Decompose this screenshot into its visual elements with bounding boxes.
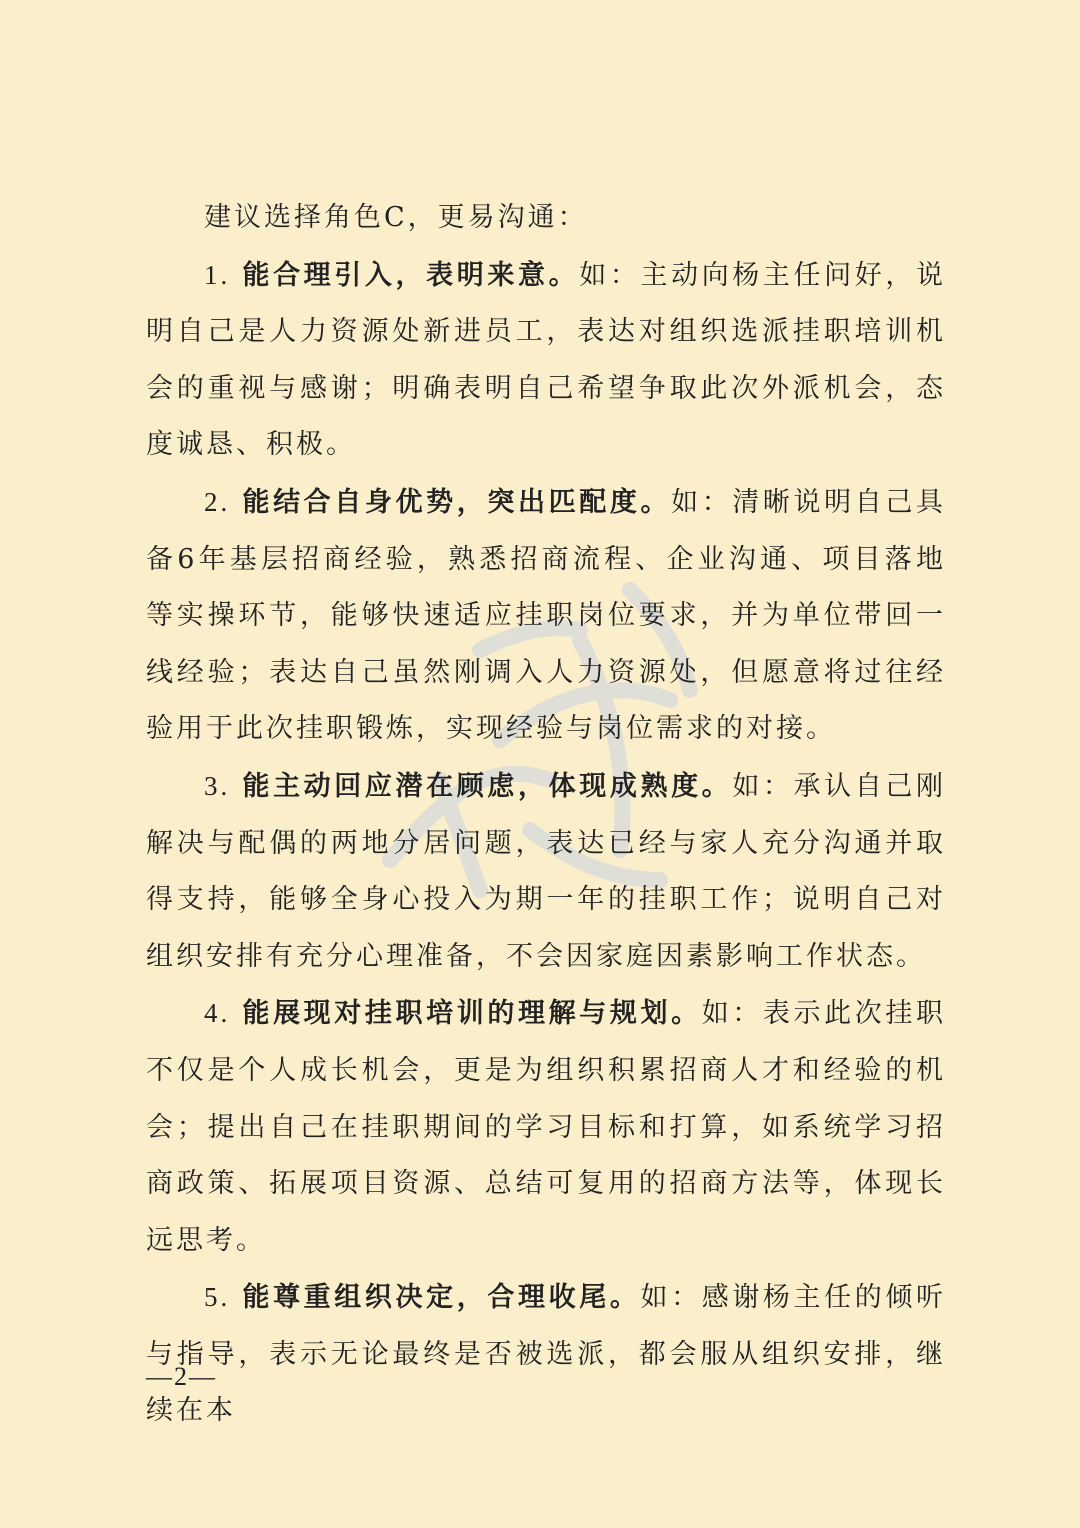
item-4: [146, 985, 946, 1269]
item-heading: 能合理引入，表明来意。: [242, 259, 580, 291]
item-number: 2.: [204, 486, 231, 517]
item-5: [146, 1269, 946, 1440]
item-body: 如：主动向杨主任问好，说明自己是人力资源处新进员工，表达对组织选派挂职培训机会的重视与感谢；明确表明自己希望争取此次外派机会，态度诚恳、积极。: [146, 259, 947, 461]
document-body: [146, 190, 946, 1440]
item-body: 如：表示此次挂职不仅是个人成长机会，更是为组织积累招商人才和经验的机会；提出自己在挂职期间的学习目标和打算，如系统学习招商政策、拓展项目资源、总结可复用的招商方法等，体现长远思考。: [146, 998, 946, 1256]
item-1: [146, 247, 946, 474]
item-number: 4.: [204, 998, 231, 1029]
item-3: [146, 758, 946, 985]
item-heading: 能展现对挂职培训的理解与规划。: [242, 998, 702, 1030]
item-heading: 能尊重组织决定，合理收尾。: [242, 1282, 641, 1314]
item-body: 如：感谢杨主任的倾听与指导，表示无论最终是否被选派，都会服从组织安排，继续在本: [146, 1282, 947, 1427]
intro-paragraph: 建议选择角色C，更易沟通：: [204, 202, 588, 233]
item-number: 5.: [204, 1282, 231, 1313]
item-number: 1.: [204, 259, 231, 290]
item-body: 如：清晰说明自己具备6年基层招商经验，熟悉招商流程、企业沟通、项目落地等实操环节，能够快速适应挂职岗位要求，并为单位带回一线经验；表达自己虽然刚调入人力资源处，但愿意将过往经验用于此次挂职锻炼，实现经验与岗位需求的对接。: [146, 486, 947, 745]
page-number: —2—: [146, 1362, 217, 1391]
item-number: 3.: [204, 770, 231, 801]
item-heading: 能主动回应潜在顾虑，体现成熟度。: [242, 770, 733, 802]
item-body: 如：承认自己刚解决与配偶的两地分居问题，表达已经与家人充分沟通并取得支持，能够全身心投入为期一年的挂职工作；说明自己对组织安排有充分心理准备，不会因家庭因素影响工作状态。: [146, 770, 947, 972]
item-2: [146, 474, 946, 758]
item-heading: 能结合自身优势，突出匹配度。: [242, 486, 672, 518]
